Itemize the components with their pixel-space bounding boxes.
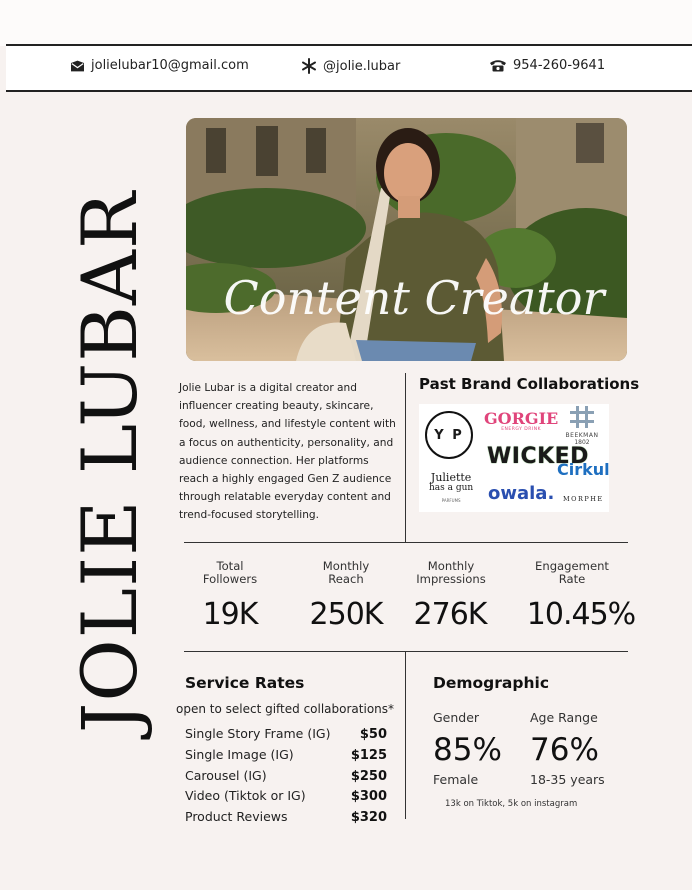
age-range-desc: 18-35 years [530, 772, 605, 787]
gender-value: 85% [433, 732, 502, 768]
rate-price: $125 [350, 748, 387, 763]
phone-icon [489, 59, 507, 72]
rate-row [185, 788, 387, 808]
cirkul-logo: Cirkul [557, 460, 610, 479]
divider-vertical-bottom [405, 651, 406, 819]
rate-row [185, 809, 387, 829]
beekman-mark-icon [570, 406, 594, 428]
social-handle[interactable] [301, 58, 400, 74]
stat-label-impressions: Monthly Impressions [416, 559, 486, 586]
rate-row [185, 747, 387, 767]
phone-contact[interactable] [489, 58, 605, 73]
email-contact[interactable] [70, 58, 249, 73]
asterisk-icon [301, 58, 317, 74]
stat-label-followers: Total Followers [202, 559, 258, 586]
stat-label-reach: Monthly Reach [322, 559, 370, 586]
contact-bar [6, 44, 692, 92]
divider-horizontal-2 [184, 651, 628, 652]
handle-text: @jolie.lubar [323, 58, 401, 74]
rate-name: Single Image (IG) [185, 747, 294, 762]
beekman-logo: BEEKMAN 1802 [559, 406, 605, 446]
vertical-name: JOLIE LUBAR [65, 190, 154, 734]
top-margin [0, 0, 692, 46]
envelope-icon [70, 60, 85, 72]
stat-value-followers: 19K [202, 597, 258, 632]
rate-row [185, 768, 387, 788]
divider-horizontal-1 [184, 542, 628, 543]
gender-label: Gender [433, 710, 480, 725]
brands-title: Past Brand Collaborations [419, 375, 640, 393]
owala-logo: owala. [488, 483, 555, 504]
rate-price: $300 [350, 789, 387, 804]
rate-price: $320 [350, 810, 387, 825]
gorgie-logo: GORGIE ENERGY DRINK [484, 409, 559, 432]
age-range-value: 76% [530, 732, 599, 768]
rate-name: Video (Tiktok or IG) [185, 788, 306, 803]
juliette-logo: Juliette has a gun PARFUMS [429, 471, 474, 503]
rate-name: Product Reviews [185, 809, 288, 824]
rate-row [185, 726, 387, 746]
gender-desc: Female [433, 772, 479, 787]
rate-price: $250 [350, 769, 387, 784]
email-text: jolielubar10@gmail.com [91, 58, 249, 73]
gifted-note: open to select gifted collaborations* [176, 702, 395, 716]
rate-name: Single Story Frame (IG) [185, 726, 331, 741]
profile-photo [186, 118, 627, 361]
morphe-logo: MORPHE [563, 495, 604, 503]
stat-value-impressions: 276K [413, 597, 487, 632]
rate-price: $50 [359, 727, 387, 742]
rate-name: Carousel (IG) [185, 768, 267, 783]
stat-label-engagement: Engagement Rate [535, 559, 609, 586]
stat-value-engagement: 10.45% [526, 597, 636, 632]
wicked-logo: WICKED [487, 444, 589, 469]
bio-paragraph: Jolie Lubar is a digital creator and influencer creating beauty, skincare, food, wellness, and lifestyle content with a focus on authenticity, personality, and audience connection. Her platforms reach a highly engaged Gen Z audience through relatable everyday content and trend-focused storytelling. [179, 382, 396, 522]
brand-logos-panel [419, 404, 609, 512]
platform-note: 13k on Tiktok, 5k on instagram [445, 799, 578, 809]
rates-title: Service Rates [185, 674, 305, 692]
yp-logo: Y P [425, 411, 473, 459]
phone-text: 954-260-9641 [513, 58, 606, 73]
photo-caption: Content Creator [223, 271, 605, 325]
divider-vertical-top [405, 373, 406, 542]
demographic-title: Demographic [433, 674, 550, 692]
stat-value-reach: 250K [309, 597, 383, 632]
age-range-label: Age Range [530, 710, 598, 725]
